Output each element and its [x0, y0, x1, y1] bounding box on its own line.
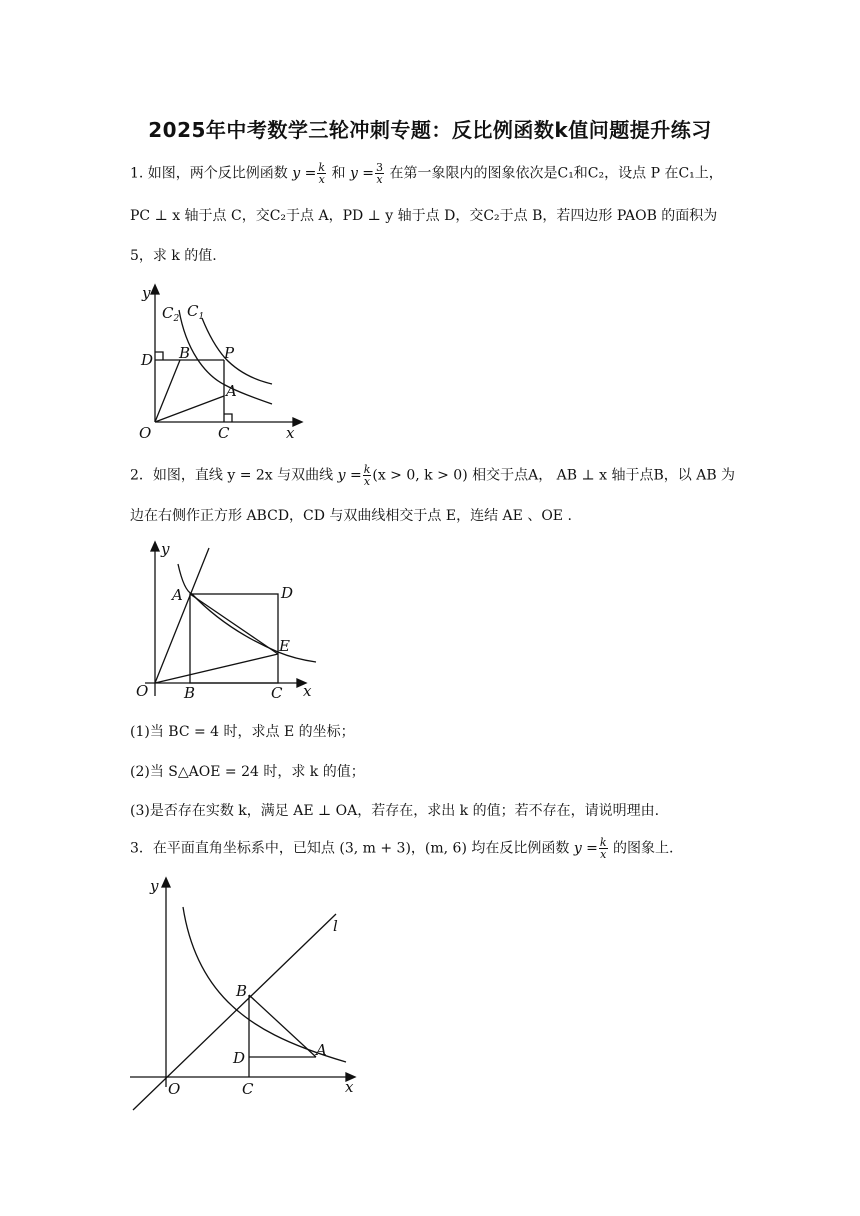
q3-label-c: C	[242, 1080, 254, 1098]
q2-frac-num: k	[363, 463, 371, 476]
q1-label-c2	[162, 304, 179, 324]
q1-text-b: 和	[327, 165, 350, 182]
q3-label-b: B	[236, 982, 248, 1000]
q3-label-l: l	[333, 917, 338, 935]
q3-label-y: y	[150, 877, 159, 895]
q1-frac1-den: x	[318, 173, 325, 186]
q2-text-b: (x > 0, k > 0) 相交于点A， AB ⊥ x 轴于点B，以 AB 为	[372, 467, 736, 484]
q2-frac-den: x	[363, 475, 371, 488]
q1-label-c1-sub: 1	[198, 312, 205, 322]
q2-subquestion-1: (1)当 BC = 4 时，求点 E 的坐标；	[130, 724, 355, 740]
q2-subquestion-2: (2)当 S△AOE = 24 时，求 k 的值；	[130, 764, 365, 780]
q3-fraction-k-over-x	[599, 837, 608, 860]
q2-label-a: A	[172, 586, 183, 604]
q3-label-d: D	[233, 1049, 246, 1067]
q2-line-2: 边在右侧作正方形 ABCD，CD 与双曲线相交于点 E，连结 AE 、OE .	[130, 508, 572, 524]
q1-line-2: PC ⊥ x 轴于点 C，交C₂于点 A，PD ⊥ y 轴于点 D，交C₂于点 B，若四边形 PAOB 的面积为	[130, 208, 718, 224]
q3-label-x: x	[345, 1078, 354, 1096]
q1-frac1-num: k	[318, 161, 326, 174]
q2-label-y: y	[161, 540, 170, 558]
q2-hyperbola	[178, 564, 316, 662]
q2-label-x: x	[303, 682, 312, 700]
q1-figure	[130, 280, 310, 445]
q1-frac2-den: x	[376, 173, 383, 186]
q1-frac2-num: 3	[376, 161, 384, 174]
q1-fraction-k-over-x	[317, 162, 326, 185]
q1-label-a: A	[226, 382, 237, 400]
q1-y-arrow-icon	[151, 285, 159, 294]
q1-line-3: 5，求 k 的值.	[130, 248, 217, 264]
q2-eq-y: y =	[337, 467, 362, 484]
q1-curve-c1	[202, 318, 272, 384]
q1-fraction-3-over-x	[375, 162, 384, 185]
q1-right-angle-c-icon	[224, 414, 232, 422]
q2-y-arrow-icon	[151, 542, 159, 551]
q1-label-x: x	[286, 424, 295, 442]
q3-y-arrow-icon	[162, 878, 170, 887]
q1-label-p: P	[224, 344, 235, 362]
q2-figure	[130, 538, 330, 703]
q3-frac-den: x	[600, 848, 607, 861]
q2-segment-ae	[190, 594, 278, 654]
q1-label-c: C	[218, 424, 230, 442]
q2-line-y2x	[155, 548, 209, 683]
q3-figure	[128, 872, 368, 1117]
q2-subquestion-3: (3)是否存在实数 k，满足 AE ⊥ OA，若存在，求出 k 的值；若不存在，请说明理由.	[130, 803, 660, 819]
q2-label-e: E	[279, 637, 290, 655]
q2-square-abcd	[190, 594, 278, 683]
q1-label-c1	[187, 302, 204, 322]
q1-segment-oa	[155, 396, 224, 422]
q1-label-c2-main: C	[162, 304, 174, 322]
q1-label-o: O	[139, 424, 152, 442]
q3-line-l	[133, 914, 336, 1110]
q2-label-o: O	[136, 682, 149, 700]
q1-segment-ob	[155, 360, 180, 422]
q3-label-o: O	[168, 1080, 181, 1098]
q1-text-c: 在第一象限内的图象依次是C₁和C₂，设点 P 在C₁上，	[385, 165, 723, 182]
q1-label-c2-sub: 2	[173, 314, 180, 324]
q1-right-angle-d-icon	[155, 352, 163, 360]
q3-label-a: A	[316, 1041, 327, 1059]
page-title: 2025年中考数学三轮冲刺专题：反比例函数k值问题提升练习	[148, 118, 712, 142]
q1-eq-y2: y =	[349, 165, 375, 182]
q3-line-1	[130, 837, 673, 860]
q3-frac-num: k	[599, 836, 607, 849]
q3-text-a: 3．在平面直角坐标系中，已知点 (3, m + 3)，(m, 6) 均在反比例函数	[130, 840, 574, 857]
q2-label-c: C	[271, 684, 283, 702]
q3-text-b: 的图象上.	[608, 840, 674, 857]
q1-label-y: y	[142, 284, 151, 302]
q1-label-c1-main: C	[187, 302, 199, 320]
q1-line-1	[130, 162, 723, 185]
q2-label-b: B	[184, 684, 196, 702]
q2-line-1	[130, 464, 735, 487]
q2-text-a: 2．如图，直线 y = 2x 与双曲线	[130, 467, 338, 484]
q2-segment-oe	[155, 654, 278, 683]
q2-fraction-k-over-x	[363, 464, 372, 487]
q3-eq-y: y =	[573, 840, 598, 857]
q1-eq-y1: y =	[292, 165, 317, 182]
q1-label-d: D	[141, 351, 154, 369]
q2-label-d: D	[281, 584, 294, 602]
q1-text-a: 1. 如图，两个反比例函数	[130, 165, 293, 182]
q1-label-b: B	[179, 344, 191, 362]
